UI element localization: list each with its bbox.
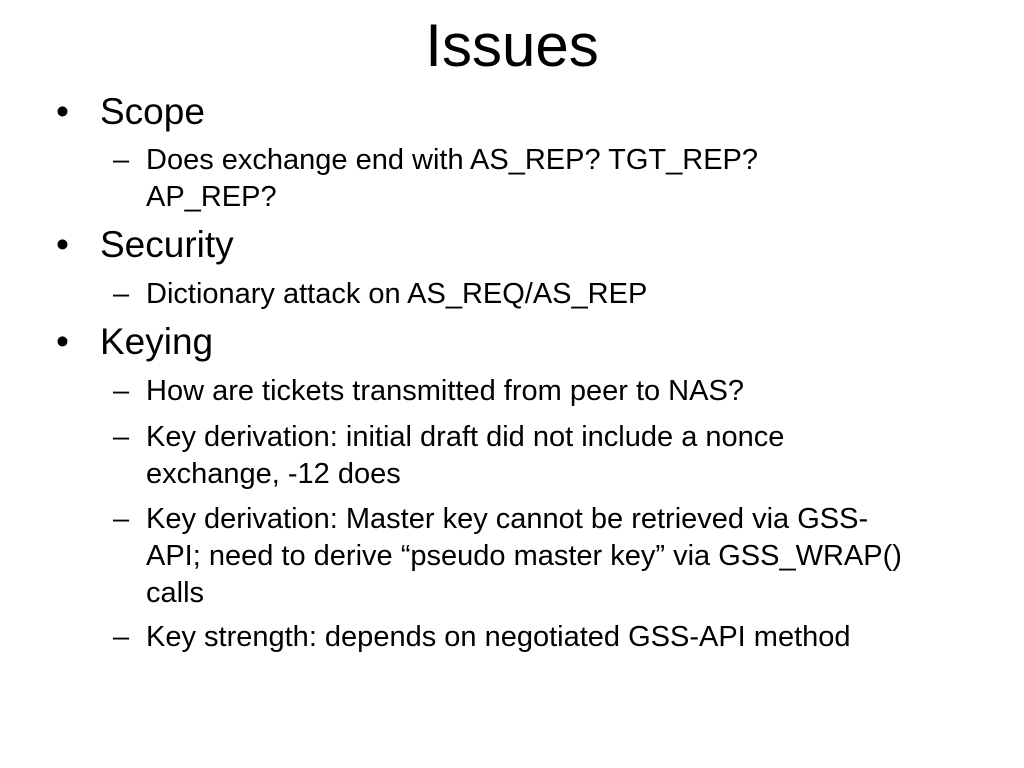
dash-icon: – — [113, 144, 130, 176]
dash-icon: – — [113, 375, 130, 407]
slide-title: Issues — [425, 12, 599, 79]
dash-icon: – — [113, 621, 130, 653]
dash-icon: – — [113, 278, 130, 310]
dash-icon: – — [113, 503, 130, 535]
section-heading-security: Security — [100, 224, 234, 265]
list-item-text: Key derivation: Master key cannot be retrieved via GSS-API; need to derive “pseudo master key” via GSS_WRAP() calls — [146, 503, 902, 609]
list-item-text: Key strength: depends on negotiated GSS-API method — [146, 621, 851, 653]
list-item-text: How are tickets transmitted from peer to NAS? — [146, 375, 744, 407]
bullet-icon: • — [56, 91, 69, 132]
bullet-icon: • — [56, 224, 69, 265]
section-heading-scope: Scope — [100, 91, 205, 132]
section-heading-keying: Keying — [100, 321, 214, 362]
list-item-text: Key derivation: initial draft did not include a nonce exchange, -12 does — [146, 421, 785, 490]
dash-icon: – — [113, 421, 130, 453]
list-item-text: Does exchange end with AS_REP? TGT_REP? AP_REP? — [146, 144, 759, 213]
bullet-icon: • — [56, 321, 69, 362]
list-item-text: Dictionary attack on AS_REQ/AS_REP — [146, 278, 648, 310]
